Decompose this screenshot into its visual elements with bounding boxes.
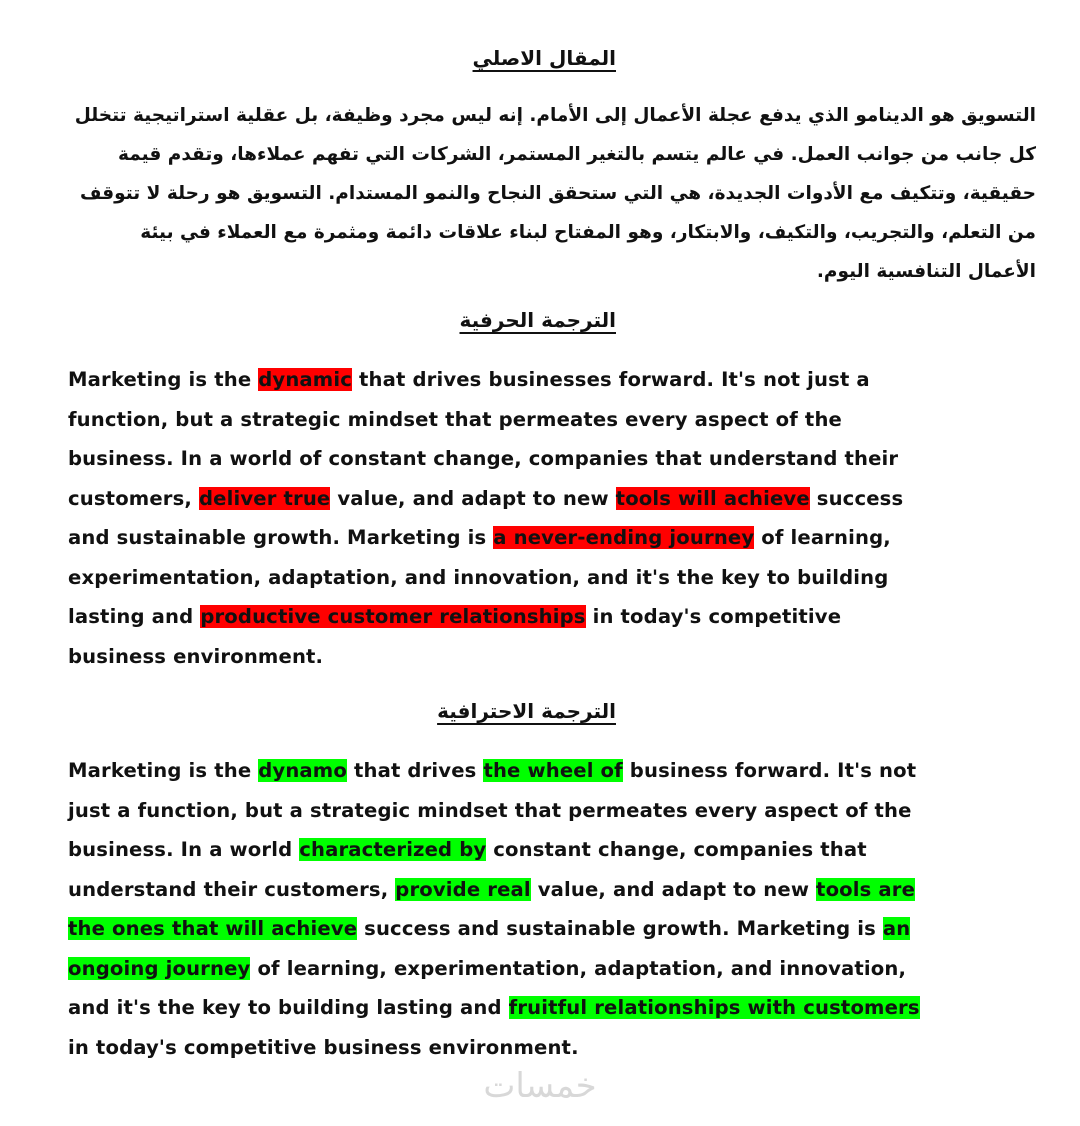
text-segment: business forward. It's not [622,759,917,782]
literal-translation-paragraph [68,360,903,676]
text-segment: business. In a world [68,838,300,861]
highlighted-phrase: the ones that will achieve [68,917,358,940]
professional-translation-heading: الترجمة الاحترافية [437,699,616,723]
highlighted-phrase: fruitful relationships with customers [508,996,920,1019]
highlighted-phrase: the wheel of [483,759,623,782]
highlighted-phrase: deliver true [199,486,331,510]
arabic-line: حقيقية، وتتكيف مع الأدوات الجديدة، هي التي ستحقق النجاح والنمو المستدام. التسويق هو رحلة لا تتوقف [79,183,1036,204]
text-segment: of learning, [754,526,891,549]
text-line [68,1028,920,1068]
highlighted-phrase: a never-ending journey [493,526,755,549]
highlighted-phrase: an [882,917,911,940]
text-line [68,400,903,440]
text-line [68,518,903,558]
text-segment: that drives [346,759,484,782]
text-segment: success and sustainable growth. Marketing is [357,917,883,940]
text-line [68,439,903,479]
text-segment: that drives businesses forward. It's not just a [352,368,870,391]
original-article-heading: المقال الاصلي [472,46,616,70]
text-line [68,909,920,949]
text-segment: of learning, experimentation, adaptation, and innovation, [250,956,907,980]
highlighted-phrase: tools are [816,877,916,901]
text-line [68,791,920,831]
text-segment: customers, [68,486,199,510]
text-segment: constant change, companies that [486,838,867,861]
text-line [68,360,903,400]
text-segment: value, and adapt to new [530,877,817,901]
literal-translation-heading: الترجمة الحرفية [459,308,616,332]
text-segment: Marketing is the [68,759,259,782]
text-line [68,751,920,791]
text-segment: Marketing is the [68,368,259,391]
text-line [68,479,903,519]
text-segment: experimentation, adaptation, and innovation, and it's the key to building [68,565,889,589]
highlighted-phrase: provide real [395,877,531,901]
text-line [68,558,903,598]
text-segment: and it's the key to building lasting and [68,996,509,1019]
text-segment: lasting and [68,605,201,628]
original-arabic-paragraph [68,96,1036,291]
highlighted-phrase: dynamic [258,368,353,391]
text-segment: success [809,486,904,510]
text-line [68,637,903,677]
arabic-line: التسويق هو الدينامو الذي يدفع عجلة الأعمال إلى الأمام. إنه ليس مجرد وظيفة، بل عقلية استراتيجية تتخلل [74,105,1036,126]
text-segment: function, but a strategic mindset that permeates every aspect of the [68,407,842,431]
highlighted-phrase: tools will achieve [615,486,810,510]
highlighted-phrase: dynamo [258,759,347,782]
highlighted-phrase: productive customer relationships [200,605,586,628]
text-segment: in today's competitive business environment. [68,1035,579,1059]
text-segment: and sustainable growth. Marketing is [68,526,494,549]
highlighted-phrase: ongoing journey [68,956,251,980]
text-segment: value, and adapt to new [330,486,616,510]
text-line [68,949,920,989]
arabic-line: الأعمال التنافسية اليوم. [816,261,1036,282]
text-line [68,597,903,637]
arabic-line: من التعلم، والتجريب، والتكيف، والابتكار، وهو المفتاح لبناء علاقات دائمة ومثمرة مع العملاء في بيئة [140,222,1036,243]
text-line [68,870,920,910]
watermark-logo: خمسات [483,1066,597,1106]
text-segment: business. In a world of constant change, companies that understand their [68,447,899,470]
text-segment: business environment. [68,644,324,668]
text-segment: in today's competitive [585,605,842,628]
text-line [68,830,920,870]
text-segment: just a function, but a strategic mindset that permeates every aspect of the [68,798,912,822]
text-segment: understand their customers, [68,877,396,901]
highlighted-phrase: characterized by [299,838,487,861]
professional-translation-paragraph [68,751,920,1067]
text-line [68,988,920,1028]
arabic-line: كل جانب من جوانب العمل. في عالم يتسم بالتغير المستمر، الشركات التي تفهم عملاءها، وتقدم قيمة [118,144,1036,165]
